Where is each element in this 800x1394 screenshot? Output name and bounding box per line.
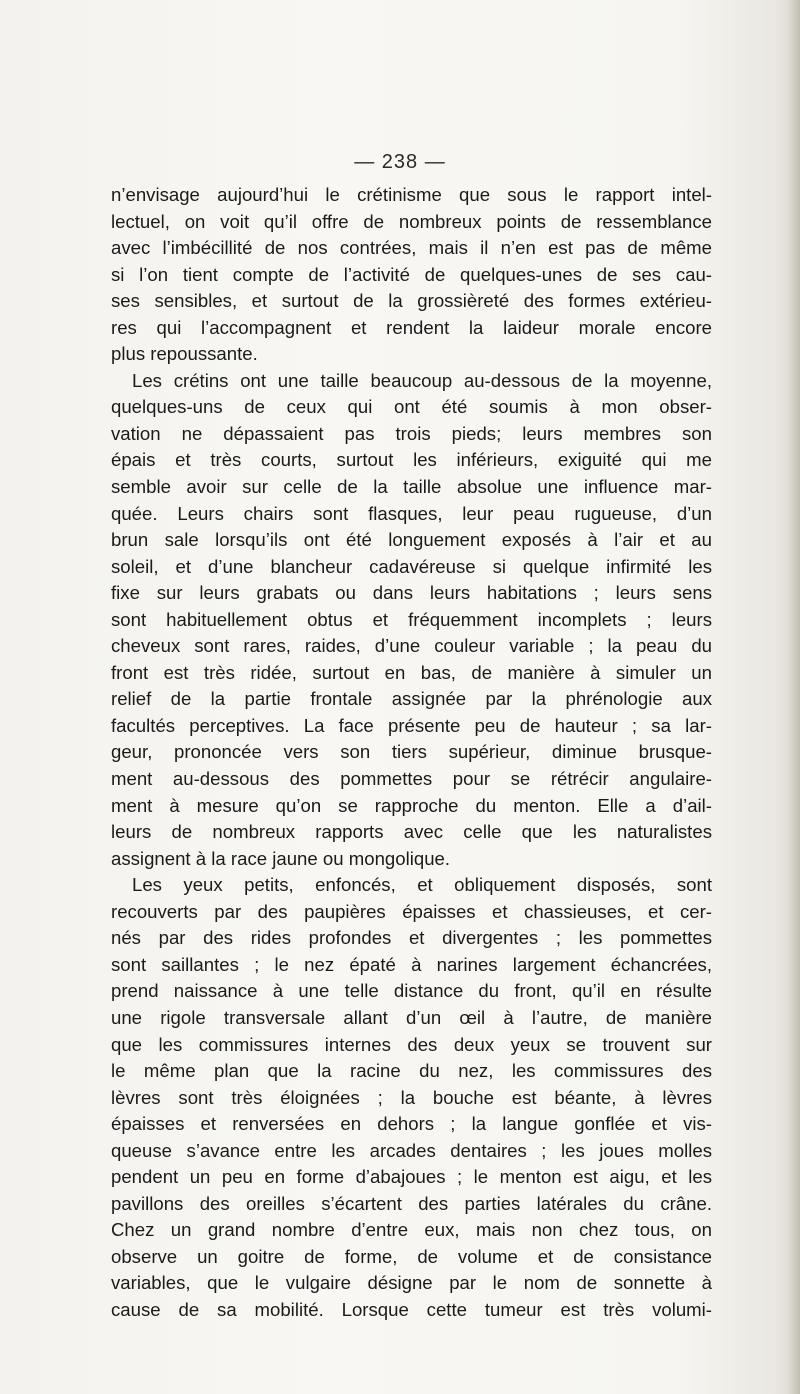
text-line: cause de sa mobilité. Lorsque cette tumeur est très volumi- [111, 1298, 712, 1320]
text-line: relief de la partie frontale assignée par la phrénologie aux [111, 688, 712, 710]
text-line: assignent à la race jaune ou mongolique. [111, 847, 451, 869]
text-line: épais et très courts, surtout les inférieurs, exiguité qui me [111, 449, 712, 471]
text-line: brun sale lorsqu’ils ont été longuement exposés à l’air et au [111, 529, 712, 551]
text-line: semble avoir sur celle de la taille absolue une influence mar- [111, 476, 712, 498]
text-line: ses sensibles, et surtout de la grossièreté des formes extérieu- [111, 290, 712, 312]
text-line: fixe sur leurs grabats ou dans leurs habitations ; leurs sens [111, 582, 712, 604]
text-line: sont saillantes ; le nez épaté à narines largement échancrées, [111, 953, 712, 975]
text-line: recouverts par des paupières épaisses et chassieuses, et cer- [111, 900, 712, 922]
text-line: pendent un peu en forme d’abajoues ; le menton est aigu, et les [111, 1166, 712, 1188]
text-line: queuse s’avance entre les arcades dentaires ; les joues molles [111, 1139, 712, 1161]
text-line: variables, que le vulgaire désigne par le nom de sonnette à [111, 1272, 712, 1294]
text-line: que les commissures internes des deux yeux se trouvent sur [111, 1033, 712, 1055]
text-line: res qui l’accompagnent et rendent la laideur morale encore [111, 316, 712, 338]
text-line: quelques-uns de ceux qui ont été soumis à mon obser- [111, 396, 712, 418]
page-number: — 238 — [354, 151, 446, 173]
text-line: soleil, et d’une blancheur cadavéreuse si quelque infirmité les [111, 555, 712, 577]
text-line: cheveux sont rares, raides, d’une couleur variable ; la peau du [111, 635, 712, 657]
text-line: Chez un grand nombre d’entre eux, mais non chez tous, on [111, 1219, 712, 1241]
text-line: lèvres sont très éloignées ; la bouche est béante, à lèvres [111, 1086, 712, 1108]
text-line: quée. Leurs chairs sont flasques, leur peau rugueuse, d’un [111, 502, 712, 524]
text-line: lectuel, on voit qu’il offre de nombreux points de ressemblance [111, 210, 712, 232]
text-line: ment à mesure qu’on se rapproche du menton. Elle a d’ail- [111, 794, 712, 816]
text-line: plus repoussante. [111, 343, 258, 365]
text-line: si l’on tient compte de l’activité de quelques-unes de ses cau- [111, 263, 712, 285]
text-line: Les yeux petits, enfoncés, et obliquement disposés, sont [132, 874, 712, 896]
text-line: épaisses et renversées en dehors ; la langue gonflée et vis- [111, 1113, 712, 1135]
text-line: vation ne dépassaient pas trois pieds; leurs membres son [111, 422, 712, 444]
text-line: facultés perceptives. La face présente peu de hauteur ; sa lar- [111, 714, 712, 736]
text-line: leurs de nombreux rapports avec celle que les naturalistes [111, 821, 712, 843]
text-line: avec l’imbécillité de nos contrées, mais il n’en est pas de même [111, 237, 712, 259]
text-line: pavillons des oreilles s’écartent des parties latérales du crâne. [111, 1192, 712, 1214]
text-line: Les crétins ont une taille beaucoup au-dessous de la moyenne, [132, 369, 712, 391]
text-line: observe un goitre de forme, de volume et de consistance [111, 1245, 712, 1267]
text-line: front est très ridée, surtout en bas, de manière à simuler un [111, 661, 712, 683]
text-line: le même plan que la racine du nez, les commissures des [111, 1060, 712, 1082]
text-line: ment au-dessous des pommettes pour se rétrécir angulaire- [111, 768, 712, 790]
body-text [111, 182, 712, 1324]
text-line: sont habituellement obtus et fréquemment incomplets ; leurs [111, 608, 712, 630]
page-edge-shadow [788, 0, 800, 1394]
text-line: une rigole transversale allant d’un œil à l’autre, de manière [111, 1006, 712, 1028]
text-line: n’envisage aujourd’hui le crétinisme que sous le rapport intel- [111, 184, 712, 205]
text-line: nés par des rides profondes et divergentes ; les pommettes [111, 927, 712, 949]
text-line: geur, prononcée vers son tiers supérieur, diminue brusque- [111, 741, 712, 763]
text-line: prend naissance à une telle distance du front, qu’il en résulte [111, 980, 712, 1002]
